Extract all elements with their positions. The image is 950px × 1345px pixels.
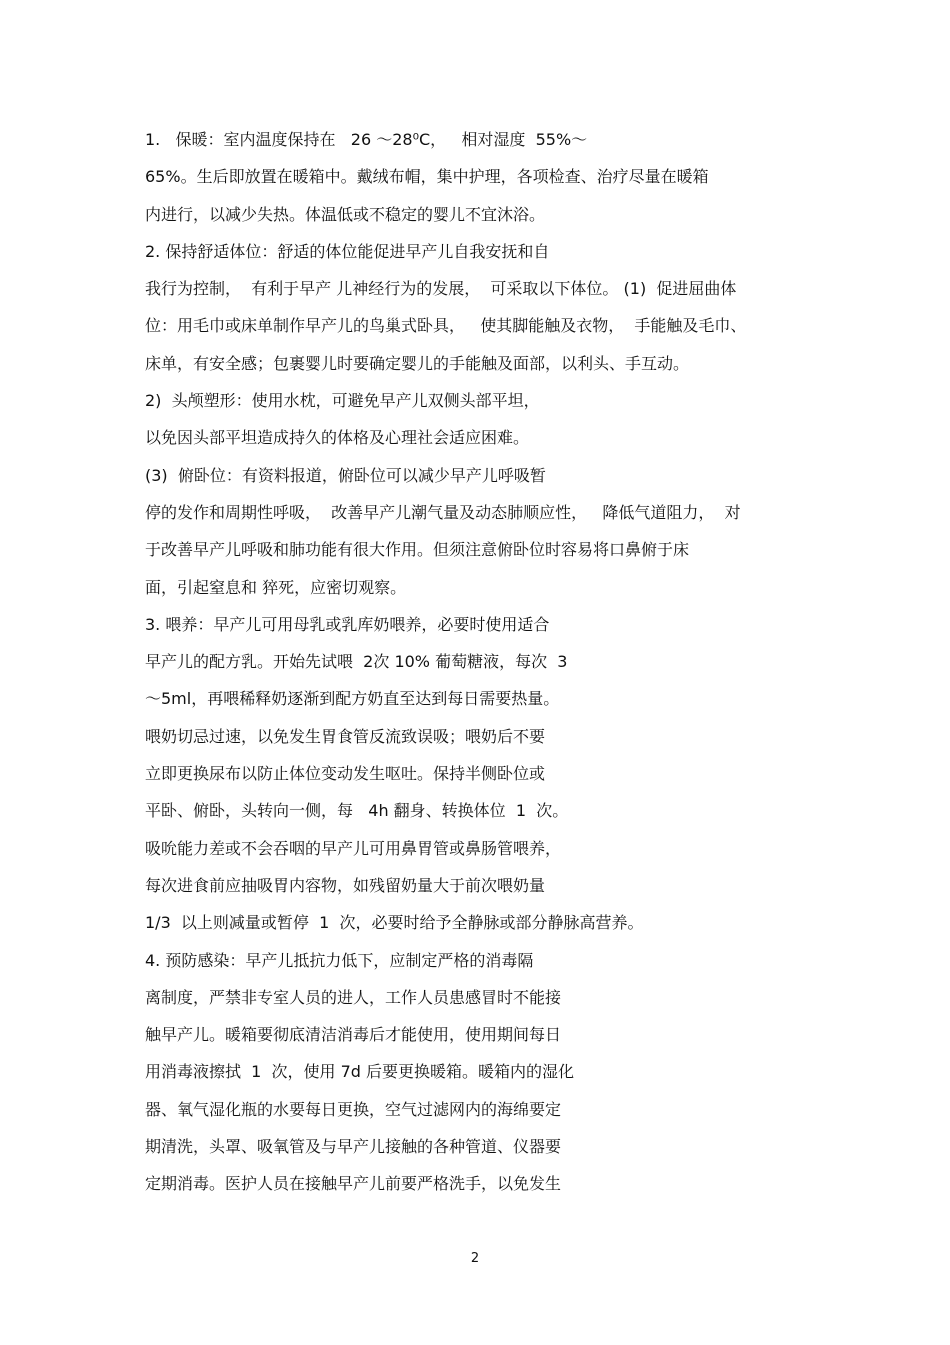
- text-line: 65%。生后即放置在暖箱中。戴绒布帽，集中护理，各项检查、治疗尽量在暖箱: [145, 167, 709, 187]
- text-line: 吸吮能力差或不会吞咽的早产儿可用鼻胃管或鼻肠管喂养，: [145, 838, 562, 858]
- text-line: 离制度，严禁非专室人员的进人，工作人员患感冒时不能接: [145, 987, 562, 1007]
- text-line: ～5ml，再喂稀释奶逐渐到配方奶直至达到每日需要热量。: [145, 689, 560, 709]
- text-line: 每次进食前应抽吸胃内容物，如残留奶量大于前次喂奶量: [145, 875, 546, 895]
- text-line: 立即更换尿布以防止体位变动发生呕吐。保持半侧卧位或: [145, 764, 546, 784]
- text-line: 3. 喂养：早产儿可用母乳或乳库奶喂养，必要时使用适合: [145, 614, 550, 634]
- text-line: 用消毒液擦拭 1 次，使用 7d 后要更换暖箱。暖箱内的湿化: [145, 1062, 575, 1082]
- text-line: 4. 预防感染：早产儿抵抗力低下，应制定严格的消毒隔: [145, 950, 534, 970]
- text-line: 停的发作和周期性呼吸， 改善早产儿潮气量及动态肺顺应性， 降低气道阻力， 对: [145, 502, 741, 522]
- text-line: 于改善早产儿呼吸和肺功能有很大作用。但须注意俯卧位时容易将口鼻俯于床: [145, 540, 690, 560]
- body-text: [145, 121, 825, 1203]
- text-line: 喂奶切忌过速，以免发生胃食管反流致误吸；喂奶后不要: [145, 726, 546, 746]
- page-number: 2: [470, 1251, 480, 1266]
- text-line: 2. 保持舒适体位：舒适的体位能促进早产儿自我安抚和自: [145, 241, 550, 261]
- text-line: 器、氧气湿化瓶的水要每日更换，空气过滤网内的海绵要定: [145, 1099, 562, 1119]
- text-line: 1. 保暖：室内温度保持在 26 ～28⁰C， 相对湿度 55%～: [145, 130, 588, 149]
- text-line: 期清洗，头罩、吸氧管及与早产儿接触的各种管道、仪器要: [145, 1137, 562, 1157]
- text-line: 2) 头颅塑形：使用水枕，可避免早产儿双侧头部平坦，: [145, 391, 540, 411]
- text-line: 床单，有安全感；包裹婴儿时要确定婴儿的手能触及面部，以利头、手互动。: [145, 353, 690, 373]
- text-line: 内进行，以减少失热。体温低或不稳定的婴儿不宜沐浴。: [145, 204, 546, 224]
- text-line: 平卧、俯卧，头转向一侧，每 4h 翻身、转换体位 1 次。: [145, 801, 569, 821]
- text-line: 位：用毛巾或床单制作早产儿的鸟巢式卧具， 使其脚能触及衣物， 手能触及毛巾、: [145, 316, 747, 336]
- text-line: 1/3 以上则减量或暂停 1 次，必要时给予全静脉或部分静脉高营养。: [145, 913, 644, 933]
- text-line: 触早产儿。暖箱要彻底清洁消毒后才能使用，使用期间每日: [145, 1025, 562, 1045]
- text-line: 以免因头部平坦造成持久的体格及心理社会适应困难。: [145, 428, 530, 448]
- text-line: 早产儿的配方乳。开始先试喂 2次 10% 葡萄糖液，每次 3: [145, 652, 568, 672]
- text-line: (3) 俯卧位：有资料报道，俯卧位可以减少早产儿呼吸暂: [145, 465, 546, 485]
- text-line: 面，引起窒息和 猝死，应密切观察。: [145, 577, 407, 597]
- text-line: 我行为控制， 有利于早产 儿神经行为的发展， 可采取以下体位。 (1) 促进屈曲体: [145, 279, 737, 299]
- text-line: 定期消毒。医护人员在接触早产儿前要严格洗手，以免发生: [145, 1174, 562, 1194]
